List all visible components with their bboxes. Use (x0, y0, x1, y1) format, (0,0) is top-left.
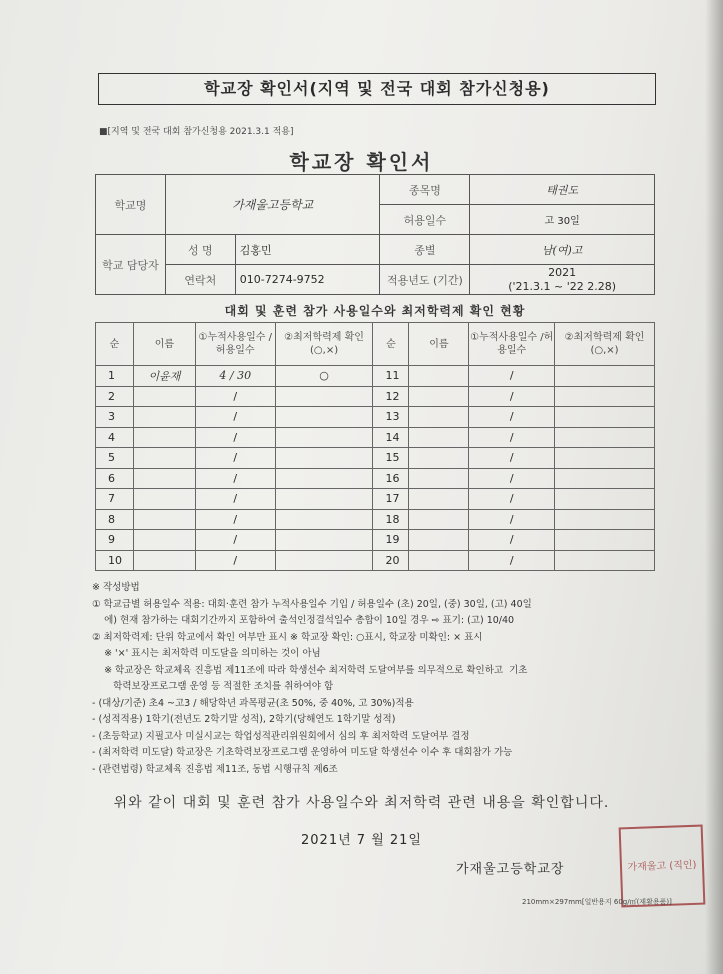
note-line: - (관련법령) 학교체육 진흥법 제11조, 동법 시행규칙 제6조 (92, 763, 338, 775)
cell-name (133, 530, 195, 551)
header-check: ②최저학력제 확인(○,×) (275, 323, 373, 366)
header-check: ②최저학력제 확인(○,×) (555, 323, 655, 366)
cell-days: / (469, 489, 555, 510)
cell-no: 15 (373, 448, 409, 469)
cell-no: 9 (96, 530, 134, 551)
note-line: ② 최저학력제: 단위 학교에서 확인 여부만 표시 ※ 학교장 확인: ○표시, 학교장 미확인: × 표시 (92, 631, 483, 643)
cell-days: / (469, 366, 555, 387)
cell-no: 13 (373, 407, 409, 428)
cell-days: / (195, 489, 275, 510)
cell-no: 8 (96, 509, 134, 530)
cell-name (133, 468, 195, 489)
table-row (96, 366, 655, 387)
cell-days: / (195, 448, 275, 469)
cell-days: / (195, 427, 275, 448)
cell-name (133, 489, 195, 510)
contact-value: 010-7274-9752 (235, 265, 380, 295)
note-line: ※ 학교장은 학교체육 진흥법 제11조에 따라 학생선수 최저학력 도달여부를 의무적으로 확인하고 기초 (92, 664, 528, 676)
school-value: 가재울고등학교 (165, 175, 380, 235)
cell-check (275, 448, 373, 469)
cell-no: 16 (373, 468, 409, 489)
year-label: 적용년도 (기간) (380, 265, 470, 295)
cell-name (409, 550, 469, 571)
cell-check (555, 550, 655, 571)
cell-days: / (469, 530, 555, 551)
note-line: 학력보장프로그램 운영 등 적절한 조치를 취하여야 함 (92, 681, 334, 692)
table-row (96, 386, 655, 407)
cell-days: / (469, 550, 555, 571)
cell-check (275, 489, 373, 510)
cell-no: 18 (373, 509, 409, 530)
usage-table (95, 322, 655, 571)
confirmation-statement: 위와 같이 대회 및 훈련 참가 사용일수와 최저학력 관련 내용을 확인합니다. (113, 795, 610, 811)
cell-name (409, 386, 469, 407)
cell-name (133, 509, 195, 530)
table-row (96, 530, 655, 551)
official-seal: 가재울고 (직인) (619, 825, 706, 908)
year-value: 2021 (548, 265, 577, 279)
table-row (96, 509, 655, 530)
cell-days: / (469, 427, 555, 448)
days-label: 허용일수 (380, 205, 470, 235)
note-line: ※ '×' 표시는 최저학력 미도달을 의미하는 것이 아님 (92, 648, 321, 659)
signature-date: 2021년 7 월 21일 (301, 833, 422, 848)
cell-no: 5 (96, 448, 134, 469)
cell-days: / (195, 407, 275, 428)
header-days: ①누적사용일수 /허용일수 (195, 323, 275, 366)
table-row (96, 468, 655, 489)
cell-name: 이윤재 (133, 366, 195, 387)
cell-no: 2 (96, 386, 134, 407)
cell-name (133, 427, 195, 448)
note-line: - (초등학교) 지필고사 미실시교는 학업성적관리위원회에서 심의 후 최저학력 도달여부 결정 (92, 730, 470, 742)
gender-label: 종별 (380, 235, 470, 265)
note-line: - (대상/기준) 초4 ~고3 / 해당학년 과목평균(초 50%, 중 40%, 고 30%)적용 (92, 697, 414, 709)
cell-days: / (469, 448, 555, 469)
year-cell (470, 265, 655, 295)
cell-check (555, 366, 655, 387)
cell-name (409, 407, 469, 428)
days-value: 고 30일 (470, 205, 655, 235)
school-label: 학교명 (96, 175, 166, 235)
cell-no: 17 (373, 489, 409, 510)
table-row (96, 489, 655, 510)
header-no: 순 (96, 323, 134, 366)
name-value: 김홍민 (235, 235, 380, 265)
paper-spec: 210mm×297mm[일반용지 60g/㎡(재활용품)] (522, 898, 672, 906)
contact-label: 연락처 (165, 265, 235, 295)
table-row (96, 550, 655, 571)
document-banner: 학교장 확인서(지역 및 전국 대회 참가신청용) (98, 73, 656, 105)
cell-name (409, 509, 469, 530)
cell-check (555, 448, 655, 469)
cell-no: 19 (373, 530, 409, 551)
cell-check (555, 427, 655, 448)
note-line: ※ 작성방법 (92, 582, 140, 593)
cell-check (275, 407, 373, 428)
cell-days: 4 / 30 (195, 366, 275, 387)
cell-check (555, 489, 655, 510)
info-table (95, 174, 655, 295)
note-line: ① 학교급별 허용일수 적용: 대회·훈련 참가 누적사용일수 기입 / 허용일수 (초) 20일, (중) 30일, (고) 40일 (92, 598, 532, 610)
cell-name (409, 427, 469, 448)
cell-no: 12 (373, 386, 409, 407)
cell-days: / (469, 468, 555, 489)
principal-signature: 가재울고등학교장 (456, 862, 565, 877)
cell-check (555, 407, 655, 428)
period-value: ('21.3.1 ~ '22 2.28) (508, 279, 617, 293)
cell-days: / (195, 509, 275, 530)
cell-check (275, 530, 373, 551)
name-label: 성 명 (165, 235, 235, 265)
cell-days: / (195, 530, 275, 551)
cell-check (275, 550, 373, 571)
cell-no: 14 (373, 427, 409, 448)
cell-name (133, 407, 195, 428)
cell-check (275, 386, 373, 407)
form-subheading: ■[지역 및 전국 대회 참가신청용 2021.3.1 적용] (99, 127, 294, 137)
cell-no: 7 (96, 489, 134, 510)
cell-no: 10 (96, 550, 134, 571)
cell-days: / (195, 550, 275, 571)
cell-no: 11 (373, 366, 409, 387)
notes-section (92, 580, 682, 778)
cell-days: / (195, 386, 275, 407)
cell-name (409, 448, 469, 469)
table-row (96, 448, 655, 469)
cell-name (133, 386, 195, 407)
cell-check (555, 530, 655, 551)
cell-check (275, 468, 373, 489)
cell-check (275, 509, 373, 530)
cell-name (409, 468, 469, 489)
section-title: 대회 및 훈련 참가 사용일수와 최저학력제 확인 현황 (224, 304, 526, 318)
header-days: ①누적사용일수 /허용일수 (469, 323, 555, 366)
note-line: 에) 현재 참가하는 대회기간까지 포함하여 출석인정결석일수 총합이 10일 경우 ⇨ 표기: (고) 10/40 (92, 615, 515, 626)
header-name: 이름 (133, 323, 195, 366)
cell-days: / (195, 468, 275, 489)
cell-check (555, 386, 655, 407)
table-row (96, 427, 655, 448)
cell-name (409, 489, 469, 510)
cell-no: 6 (96, 468, 134, 489)
cell-no: 20 (373, 550, 409, 571)
cell-days: / (469, 407, 555, 428)
cell-no: 1 (96, 366, 134, 387)
page-title: 학교장 확인서 (289, 150, 434, 174)
cell-days: / (469, 386, 555, 407)
table-row (96, 407, 655, 428)
cell-name (409, 366, 469, 387)
cell-name (133, 448, 195, 469)
cell-name (133, 550, 195, 571)
event-value: 태권도 (470, 175, 655, 205)
event-label: 종목명 (380, 175, 470, 205)
cell-name (409, 530, 469, 551)
cell-days: / (469, 509, 555, 530)
note-line: - (최저학력 미도달) 학교장은 기초학력보장프로그램 운영하여 미도달 학생선수 이수 후 대회참가 가능 (92, 747, 513, 758)
header-no: 순 (373, 323, 409, 366)
cell-check: ○ (275, 366, 373, 387)
header-name: 이름 (409, 323, 469, 366)
cell-no: 3 (96, 407, 134, 428)
cell-check (275, 427, 373, 448)
manager-label: 학교 담당자 (96, 235, 166, 295)
cell-no: 4 (96, 427, 134, 448)
cell-check (555, 509, 655, 530)
cell-check (555, 468, 655, 489)
gender-value: 남(여)고 (470, 235, 655, 265)
note-line: - (성적적용) 1학기(전년도 2학기말 성적), 2학기(당해연도 1학기말 성적) (92, 714, 396, 725)
